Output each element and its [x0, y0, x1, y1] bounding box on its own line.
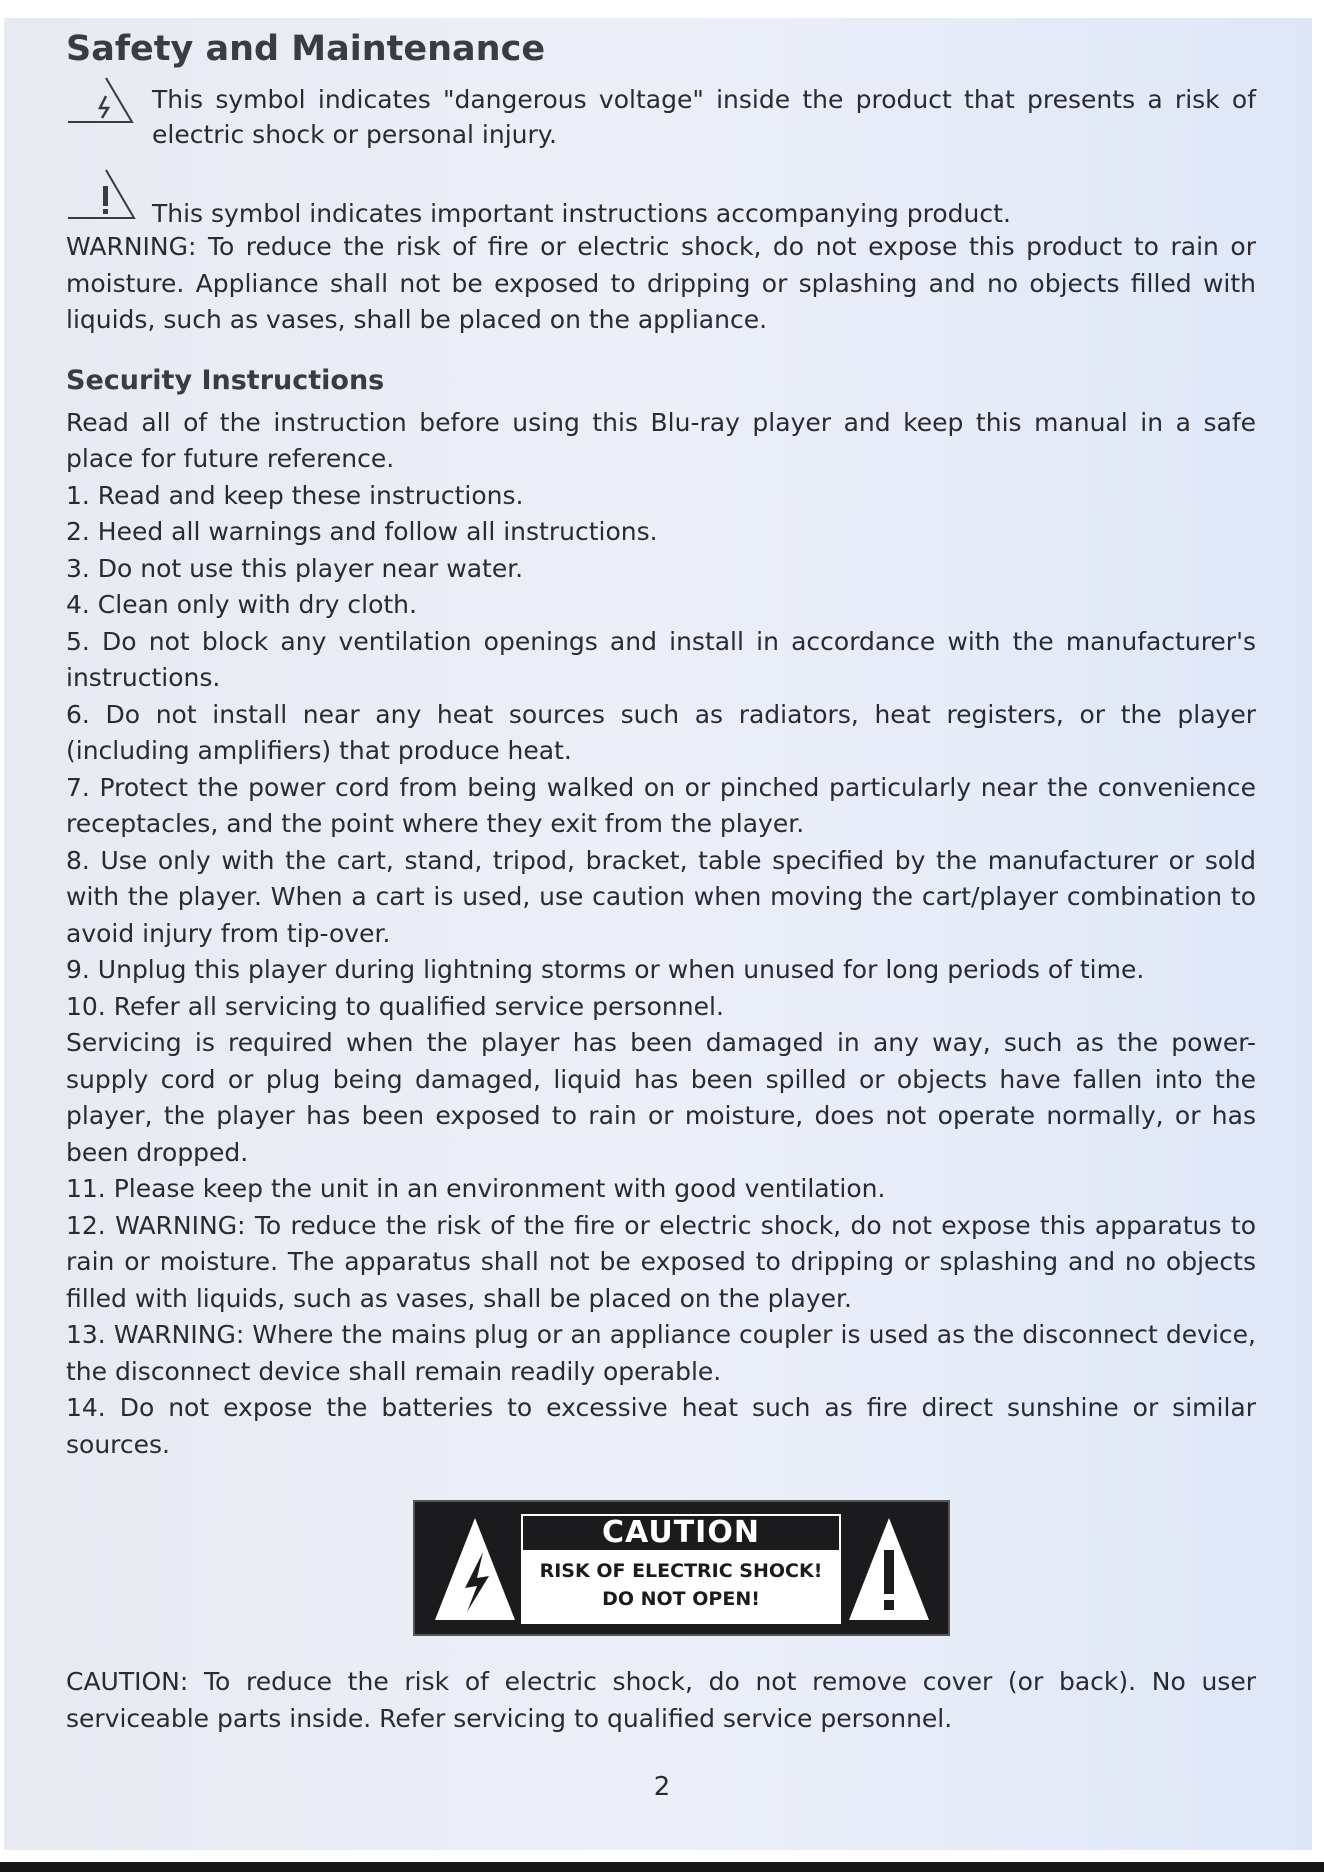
- symbol-row-instructions: [66, 166, 1256, 231]
- caution-text-panel: [521, 1514, 841, 1624]
- list-item: 6. Do not install near any heat sources such as radiators, heat registers, or the player (including amplifiers) that produce heat.: [66, 699, 1256, 765]
- list-item: Servicing is required when the player has been damaged in any way, such as the power-supply cord or plug being damaged, liquid has been spilled or objects have fallen into the player, the player has been exposed to rain or moisture, does not operate normally, or has been dropped.: [66, 1028, 1256, 1167]
- security-intro: Read all of the instruction before using this Blu-ray player and keep this manual in a safe place for future reference.: [66, 407, 1256, 473]
- page-content: [66, 28, 1256, 1463]
- warning-paragraph: WARNING: To reduce the risk of fire or electric shock, do not expose this product to rain or moisture. Appliance shall not be exposed to dripping or splashing and no objects filled with liquids, such as vases, shall be placed on the appliance.: [66, 232, 1256, 334]
- list-item: 9. Unplug this player during lightning storms or when unused for long periods of time.: [66, 955, 1145, 984]
- list-item: 8. Use only with the cart, stand, tripod, bracket, table specified by the manufacturer or sold with the player. When a cart is used, use caution when moving the cart/player combination to avoid injury from tip-over.: [66, 845, 1256, 948]
- list-item: 13. WARNING: Where the mains plug or an appliance coupler is used as the disconnect device, the disconnect device shall remain readily operable.: [66, 1320, 1256, 1386]
- caution-label: [413, 1500, 950, 1636]
- section-title-safety: Safety and Maintenance: [66, 29, 546, 69]
- symbol-voltage-text: This symbol indicates "dangerous voltage" inside the product that presents a risk of electric shock or personal injury.: [152, 85, 1256, 149]
- caution-line-1: RISK OF ELECTRIC SHOCK!: [539, 1560, 823, 1582]
- list-item: 2. Heed all warnings and follow all instructions.: [66, 517, 658, 546]
- bottom-edge: [0, 1862, 1324, 1872]
- exclamation-warning-icon: [847, 1514, 931, 1628]
- list-item: 10. Refer all servicing to qualified service personnel.: [66, 991, 724, 1021]
- instruction-list: [66, 478, 1256, 1464]
- list-item: 12. WARNING: To reduce the risk of the fire or electric shock, do not expose this apparatus to rain or moisture. The apparatus shall not be exposed to dripping or splashing and no objects filled with liquids, such as vases, shall be placed on the player.: [66, 1210, 1256, 1313]
- symbol-row-voltage: [66, 74, 1256, 152]
- exclamation-triangle-icon: [66, 166, 152, 228]
- symbol-instructions-text: This symbol indicates important instructions accompanying product.: [152, 199, 1011, 228]
- list-item: 14. Do not expose the batteries to excessive heat such as fire direct sunshine or similar sources.: [66, 1393, 1256, 1459]
- list-item: 1. Read and keep these instructions.: [66, 480, 524, 510]
- caution-heading: CAUTION: [523, 1516, 839, 1550]
- caution-line-2: DO NOT OPEN!: [602, 1588, 760, 1610]
- list-item: 3. Do not use this player near water.: [66, 553, 524, 583]
- list-item: 7. Protect the power cord from being walked on or pinched particularly near the convenience receptacles, and the point where they exit from the player.: [66, 772, 1256, 838]
- list-item: 4. Clean only with dry cloth.: [66, 590, 417, 619]
- lightning-warning-icon: [433, 1514, 517, 1628]
- list-item: 5. Do not block any ventilation openings and install in accordance with the manufacturer's instructions.: [66, 626, 1256, 692]
- caution-note: CAUTION: To reduce the risk of electric shock, do not remove cover (or back). No user serviceable parts inside. Refer servicing to qualified service personnel.: [66, 1667, 1256, 1733]
- section-title-security: Security Instructions: [66, 364, 385, 396]
- lightning-triangle-icon: [66, 74, 152, 130]
- list-item: 11. Please keep the unit in an environment with good ventilation.: [66, 1174, 886, 1203]
- page-number: 2: [653, 1772, 671, 1802]
